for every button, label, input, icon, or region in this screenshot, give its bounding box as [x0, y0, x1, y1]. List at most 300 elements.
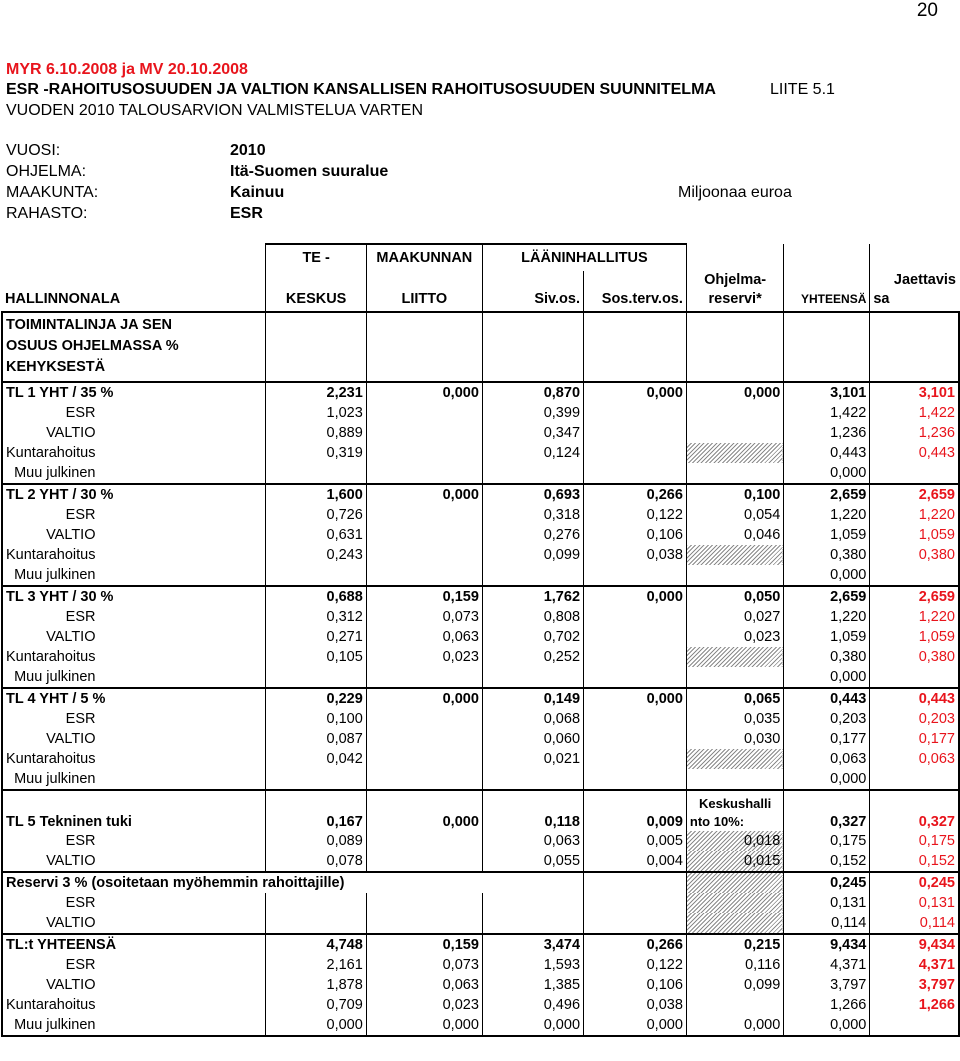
row-label: ESR	[2, 893, 266, 913]
value-cell: 0,100	[686, 484, 783, 505]
value-cell: 0,159	[366, 934, 482, 955]
value-cell	[686, 647, 783, 667]
value-cell	[686, 872, 783, 893]
value-cell	[686, 667, 783, 688]
value-cell	[584, 872, 687, 893]
value-cell	[686, 463, 783, 484]
value-cell: 0,000	[584, 586, 687, 607]
value-cell	[584, 627, 687, 647]
value-cell: 0,496	[482, 995, 583, 1015]
row-label: Muu julkinen	[2, 463, 266, 484]
row-label: VALTIO	[2, 913, 266, 934]
table-row	[2, 913, 959, 934]
value-cell: 0,152	[784, 851, 870, 872]
table-row	[2, 769, 959, 790]
value-cell	[584, 423, 687, 443]
value-cell	[584, 913, 687, 934]
value-cell	[686, 893, 783, 913]
value-cell: 1,236	[784, 423, 870, 443]
row-label: Muu julkinen	[2, 769, 266, 790]
col-laani: LÄÄNINHALLITUS	[482, 244, 686, 271]
reserve-note: Keskushalli nto 10%:	[686, 790, 783, 831]
row-label: Muu julkinen	[2, 667, 266, 688]
divisible-cell: 0,380	[870, 647, 959, 667]
value-cell: 1,422	[784, 403, 870, 423]
value-cell: 0,063	[482, 831, 583, 851]
value-cell: 0,023	[366, 647, 482, 667]
value-cell: 0,215	[686, 934, 783, 955]
value-cell: 0,443	[784, 443, 870, 463]
unit-label: Miljoonaa euroa	[678, 184, 792, 201]
table-row	[2, 851, 959, 872]
value-cell	[584, 463, 687, 484]
value-cell: 0,203	[784, 709, 870, 729]
col-mk-bottom: LIITTO	[366, 289, 482, 312]
header-row-bottom	[2, 289, 959, 312]
value-cell: 1,593	[482, 955, 583, 975]
col-te-top: TE -	[266, 244, 366, 271]
value-cell: 0,000	[482, 1015, 583, 1036]
value-cell: 0,149	[482, 688, 583, 709]
value-cell: 0,005	[584, 831, 687, 851]
divisible-cell	[870, 1015, 959, 1036]
table-row	[2, 831, 959, 851]
divisible-cell: 0,245	[870, 872, 959, 893]
value-cell: 9,434	[784, 934, 870, 955]
region-label: MAAKUNTA:	[6, 184, 99, 201]
value-cell: 0,347	[482, 423, 583, 443]
value-cell: 0,000	[784, 565, 870, 586]
value-cell: 0,245	[784, 872, 870, 893]
row-label: Kuntarahoitus	[2, 749, 266, 769]
value-cell: 1,762	[482, 586, 583, 607]
value-cell: 0,021	[482, 749, 583, 769]
value-cell: 0,038	[584, 995, 687, 1015]
divisible-cell: 1,220	[870, 607, 959, 627]
table-row	[2, 1015, 959, 1036]
value-cell: 0,271	[266, 627, 366, 647]
value-cell: 0,099	[482, 545, 583, 565]
divisible-cell: 9,434	[870, 934, 959, 955]
value-cell: 3,101	[784, 382, 870, 403]
value-cell	[366, 831, 482, 851]
table-row	[2, 627, 959, 647]
divisible-cell: 0,177	[870, 729, 959, 749]
value-cell: 1,023	[266, 403, 366, 423]
value-cell: 0,023	[686, 627, 783, 647]
value-cell: 0,015	[686, 851, 783, 872]
value-cell: 0,063	[366, 975, 482, 995]
value-cell	[584, 607, 687, 627]
section-row	[2, 688, 959, 709]
value-cell: 0,046	[686, 525, 783, 545]
value-cell: 0,167	[266, 790, 366, 831]
value-cell: 0,000	[366, 382, 482, 403]
value-cell: 0,065	[686, 688, 783, 709]
value-cell	[266, 913, 366, 934]
value-cell	[366, 423, 482, 443]
program-label: OHJELMA:	[6, 163, 87, 180]
row-label: VALTIO	[2, 423, 266, 443]
value-cell: 0,000	[686, 1015, 783, 1036]
value-cell: 0,229	[266, 688, 366, 709]
table-row	[2, 995, 959, 1015]
row-label: Kuntarahoitus	[2, 443, 266, 463]
col-sos: Sos.terv.os.	[584, 289, 687, 312]
value-cell: 0,702	[482, 627, 583, 647]
divisible-cell: 0,327	[870, 790, 959, 831]
value-cell	[482, 667, 583, 688]
value-cell	[266, 893, 366, 913]
divisible-cell: 0,175	[870, 831, 959, 851]
divisible-cell: 0,443	[870, 688, 959, 709]
row-label: VALTIO	[2, 729, 266, 749]
row-label: TL 1 YHT / 35 %	[2, 382, 266, 403]
value-cell: 0,000	[784, 667, 870, 688]
value-cell: 0,276	[482, 525, 583, 545]
col-div-bottom: sa	[870, 289, 959, 312]
value-cell: 0,023	[366, 995, 482, 1015]
row-label: VALTIO	[2, 975, 266, 995]
value-cell: 0,159	[366, 586, 482, 607]
table-row	[2, 975, 959, 995]
value-cell: 0,443	[784, 688, 870, 709]
value-cell: 0,038	[584, 545, 687, 565]
year-label: VUOSI:	[6, 142, 61, 159]
value-cell: 0,122	[584, 505, 687, 525]
value-cell: 0,889	[266, 423, 366, 443]
table-row	[2, 403, 959, 423]
value-cell: 0,063	[784, 749, 870, 769]
row-label: ESR	[2, 709, 266, 729]
section-row	[2, 934, 959, 955]
intro-text: TOIMINTALINJA JA SEN OSUUS OHJELMASSA % KEHYKSESTÄ	[2, 312, 266, 382]
value-cell	[266, 667, 366, 688]
region-value: Kainuu	[230, 184, 285, 201]
row-label: VALTIO	[2, 851, 266, 872]
table-row	[2, 423, 959, 443]
value-cell: 0,631	[266, 525, 366, 545]
value-cell: 1,059	[784, 627, 870, 647]
row-label: ESR	[2, 607, 266, 627]
table-row	[2, 749, 959, 769]
value-cell: 0,060	[482, 729, 583, 749]
divisible-cell: 0,152	[870, 851, 959, 872]
value-cell	[266, 463, 366, 484]
value-cell: 0,018	[686, 831, 783, 851]
value-cell: 0,318	[482, 505, 583, 525]
value-cell: 0,000	[784, 1015, 870, 1036]
col-admin: HALLINNONALA	[2, 289, 266, 312]
divisible-cell: 3,101	[870, 382, 959, 403]
value-cell: 0,726	[266, 505, 366, 525]
divisible-cell: 0,063	[870, 749, 959, 769]
value-cell: 0,004	[584, 851, 687, 872]
value-cell: 0,000	[584, 382, 687, 403]
value-cell	[482, 769, 583, 790]
table-row	[2, 893, 959, 913]
row-label: ESR	[2, 505, 266, 525]
value-cell: 1,059	[784, 525, 870, 545]
value-cell: 0,099	[686, 975, 783, 995]
value-cell: 0,000	[366, 1015, 482, 1036]
divisible-cell: 1,059	[870, 525, 959, 545]
value-cell	[366, 505, 482, 525]
divisible-cell: 1,220	[870, 505, 959, 525]
col-te-bottom: KESKUS	[266, 289, 366, 312]
value-cell: 0,000	[366, 484, 482, 505]
value-cell	[584, 893, 687, 913]
value-cell: 0,327	[784, 790, 870, 831]
divisible-cell: 0,203	[870, 709, 959, 729]
value-cell	[366, 769, 482, 790]
row-label: VALTIO	[2, 525, 266, 545]
row-label: ESR	[2, 403, 266, 423]
value-cell: 0,078	[266, 851, 366, 872]
table-row	[2, 729, 959, 749]
page-number: 20	[916, 0, 938, 21]
col-res-bottom: reservi*	[686, 289, 783, 312]
value-cell: 3,474	[482, 934, 583, 955]
value-cell	[686, 423, 783, 443]
value-cell: 0,068	[482, 709, 583, 729]
value-cell	[366, 893, 482, 913]
value-cell: 0,042	[266, 749, 366, 769]
table-row	[2, 667, 959, 688]
header-line2: ESR -RAHOITUSOSUUDEN JA VALTION KANSALLISEN RAHOITUSOSUUDEN SUUNNITELMA	[6, 81, 716, 98]
row-label: TL 2 YHT / 30 %	[2, 484, 266, 505]
value-cell	[584, 403, 687, 423]
value-cell: 2,161	[266, 955, 366, 975]
value-cell: 0,073	[366, 955, 482, 975]
row-label: Kuntarahoitus	[2, 545, 266, 565]
section-row	[2, 382, 959, 403]
value-cell	[366, 913, 482, 934]
value-cell: 0,380	[784, 545, 870, 565]
value-cell: 0,312	[266, 607, 366, 627]
divisible-cell	[870, 769, 959, 790]
divisible-cell: 1,059	[870, 627, 959, 647]
value-cell: 0,177	[784, 729, 870, 749]
value-cell	[686, 995, 783, 1015]
value-cell: 0,870	[482, 382, 583, 403]
row-label: TL 5 Tekninen tuki	[2, 790, 266, 831]
value-cell: 0,054	[686, 505, 783, 525]
value-cell: 0,106	[584, 975, 687, 995]
value-cell	[584, 443, 687, 463]
table-row	[2, 505, 959, 525]
divisible-cell: 2,659	[870, 586, 959, 607]
table-row	[2, 607, 959, 627]
attachment-label: LIITE 5.1	[770, 81, 835, 98]
value-cell: 0,175	[784, 831, 870, 851]
value-cell: 0,266	[584, 934, 687, 955]
value-cell	[482, 913, 583, 934]
value-cell: 3,797	[784, 975, 870, 995]
value-cell: 0,000	[784, 769, 870, 790]
value-cell	[366, 545, 482, 565]
value-cell	[366, 749, 482, 769]
row-label: VALTIO	[2, 627, 266, 647]
divisible-cell: 1,422	[870, 403, 959, 423]
value-cell: 0,000	[366, 790, 482, 831]
divisible-cell: 3,797	[870, 975, 959, 995]
value-cell	[366, 525, 482, 545]
value-cell: 0,116	[686, 955, 783, 975]
divisible-cell	[870, 463, 959, 484]
value-cell	[584, 647, 687, 667]
row-label: TL:t YHTEENSÄ	[2, 934, 266, 955]
value-cell: 0,000	[266, 1015, 366, 1036]
value-cell: 1,266	[784, 995, 870, 1015]
value-cell: 0,073	[366, 607, 482, 627]
value-cell	[366, 851, 482, 872]
intro-row	[2, 312, 959, 382]
value-cell: 0,027	[686, 607, 783, 627]
value-cell: 0,693	[482, 484, 583, 505]
value-cell: 0,105	[266, 647, 366, 667]
section-row	[2, 790, 959, 831]
col-div-top: Jaettavis	[870, 271, 959, 289]
row-label: Muu julkinen	[2, 1015, 266, 1036]
value-cell: 0,399	[482, 403, 583, 423]
value-cell: 1,220	[784, 607, 870, 627]
budget-table	[1, 243, 960, 1037]
value-cell: 0,100	[266, 709, 366, 729]
value-cell: 0,087	[266, 729, 366, 749]
section-row	[2, 484, 959, 505]
section-row	[2, 586, 959, 607]
value-cell: 0,050	[686, 586, 783, 607]
value-cell: 0,380	[784, 647, 870, 667]
divisible-cell: 0,443	[870, 443, 959, 463]
value-cell: 0,000	[366, 688, 482, 709]
header-line3: VUODEN 2010 TALOUSARVION VALMISTELUA VARTEN	[6, 102, 424, 119]
value-cell: 1,878	[266, 975, 366, 995]
value-cell	[686, 443, 783, 463]
value-cell: 0,808	[482, 607, 583, 627]
value-cell	[584, 729, 687, 749]
header-row-mid	[2, 271, 959, 289]
table-row	[2, 709, 959, 729]
divisible-cell: 0,380	[870, 545, 959, 565]
row-label: Muu julkinen	[2, 565, 266, 586]
fund-label: RAHASTO:	[6, 205, 88, 222]
row-label: TL 3 YHT / 30 %	[2, 586, 266, 607]
value-cell: 0,709	[266, 995, 366, 1015]
value-cell: 0,000	[784, 463, 870, 484]
col-siv: Siv.os.	[482, 289, 583, 312]
header-line1: MYR 6.10.2008 ja MV 20.10.2008	[6, 61, 248, 78]
value-cell	[482, 565, 583, 586]
section-row	[2, 872, 959, 893]
value-cell: 0,243	[266, 545, 366, 565]
value-cell	[686, 769, 783, 790]
row-label: TL 4 YHT / 5 %	[2, 688, 266, 709]
row-label: Kuntarahoitus	[2, 647, 266, 667]
divisible-cell	[870, 565, 959, 586]
value-cell: 0,131	[784, 893, 870, 913]
divisible-cell	[870, 667, 959, 688]
table-row	[2, 525, 959, 545]
year-value: 2010	[230, 142, 266, 159]
value-cell	[482, 893, 583, 913]
col-res-top: Ohjelma-	[686, 271, 783, 289]
table-row	[2, 443, 959, 463]
table-row	[2, 955, 959, 975]
value-cell: 0,063	[366, 627, 482, 647]
value-cell: 1,600	[266, 484, 366, 505]
value-cell: 0,688	[266, 586, 366, 607]
table-row	[2, 647, 959, 667]
value-cell: 2,231	[266, 382, 366, 403]
col-total: YHTEENSÄ	[784, 289, 870, 312]
value-cell	[584, 749, 687, 769]
divisible-cell: 0,114	[870, 913, 959, 934]
divisible-cell: 2,659	[870, 484, 959, 505]
value-cell: 1,220	[784, 505, 870, 525]
value-cell	[366, 729, 482, 749]
value-cell	[266, 769, 366, 790]
col-mk-top: MAAKUNNAN	[366, 244, 482, 271]
row-label: Kuntarahoitus	[2, 995, 266, 1015]
table-row	[2, 463, 959, 484]
value-cell: 2,659	[784, 586, 870, 607]
value-cell: 0,106	[584, 525, 687, 545]
value-cell	[686, 545, 783, 565]
row-label: ESR	[2, 831, 266, 851]
value-cell	[584, 667, 687, 688]
value-cell: 0,055	[482, 851, 583, 872]
value-cell: 0,035	[686, 709, 783, 729]
value-cell: 0,266	[584, 484, 687, 505]
value-cell	[366, 403, 482, 423]
value-cell: 2,659	[784, 484, 870, 505]
value-cell: 0,114	[784, 913, 870, 934]
value-cell	[366, 709, 482, 729]
divisible-cell: 1,236	[870, 423, 959, 443]
table-row	[2, 565, 959, 586]
value-cell	[482, 463, 583, 484]
value-cell	[366, 565, 482, 586]
value-cell	[366, 463, 482, 484]
value-cell	[584, 565, 687, 586]
value-cell	[686, 749, 783, 769]
row-label: Reservi 3 % (osoitetaan myöhemmin rahoittajille)	[2, 872, 584, 893]
row-label: ESR	[2, 955, 266, 975]
value-cell	[366, 667, 482, 688]
value-cell	[366, 443, 482, 463]
program-value: Itä-Suomen suuralue	[230, 163, 389, 180]
value-cell	[266, 565, 366, 586]
value-cell	[584, 769, 687, 790]
value-cell: 0,000	[584, 688, 687, 709]
value-cell: 0,000	[686, 382, 783, 403]
divisible-cell: 1,266	[870, 995, 959, 1015]
value-cell	[686, 913, 783, 934]
fund-value: ESR	[230, 205, 263, 222]
value-cell: 0,252	[482, 647, 583, 667]
value-cell: 0,118	[482, 790, 583, 831]
value-cell: 0,000	[584, 1015, 687, 1036]
divisible-cell: 4,371	[870, 955, 959, 975]
value-cell: 0,319	[266, 443, 366, 463]
value-cell: 0,124	[482, 443, 583, 463]
value-cell: 1,385	[482, 975, 583, 995]
value-cell: 4,748	[266, 934, 366, 955]
value-cell	[686, 565, 783, 586]
value-cell	[686, 403, 783, 423]
